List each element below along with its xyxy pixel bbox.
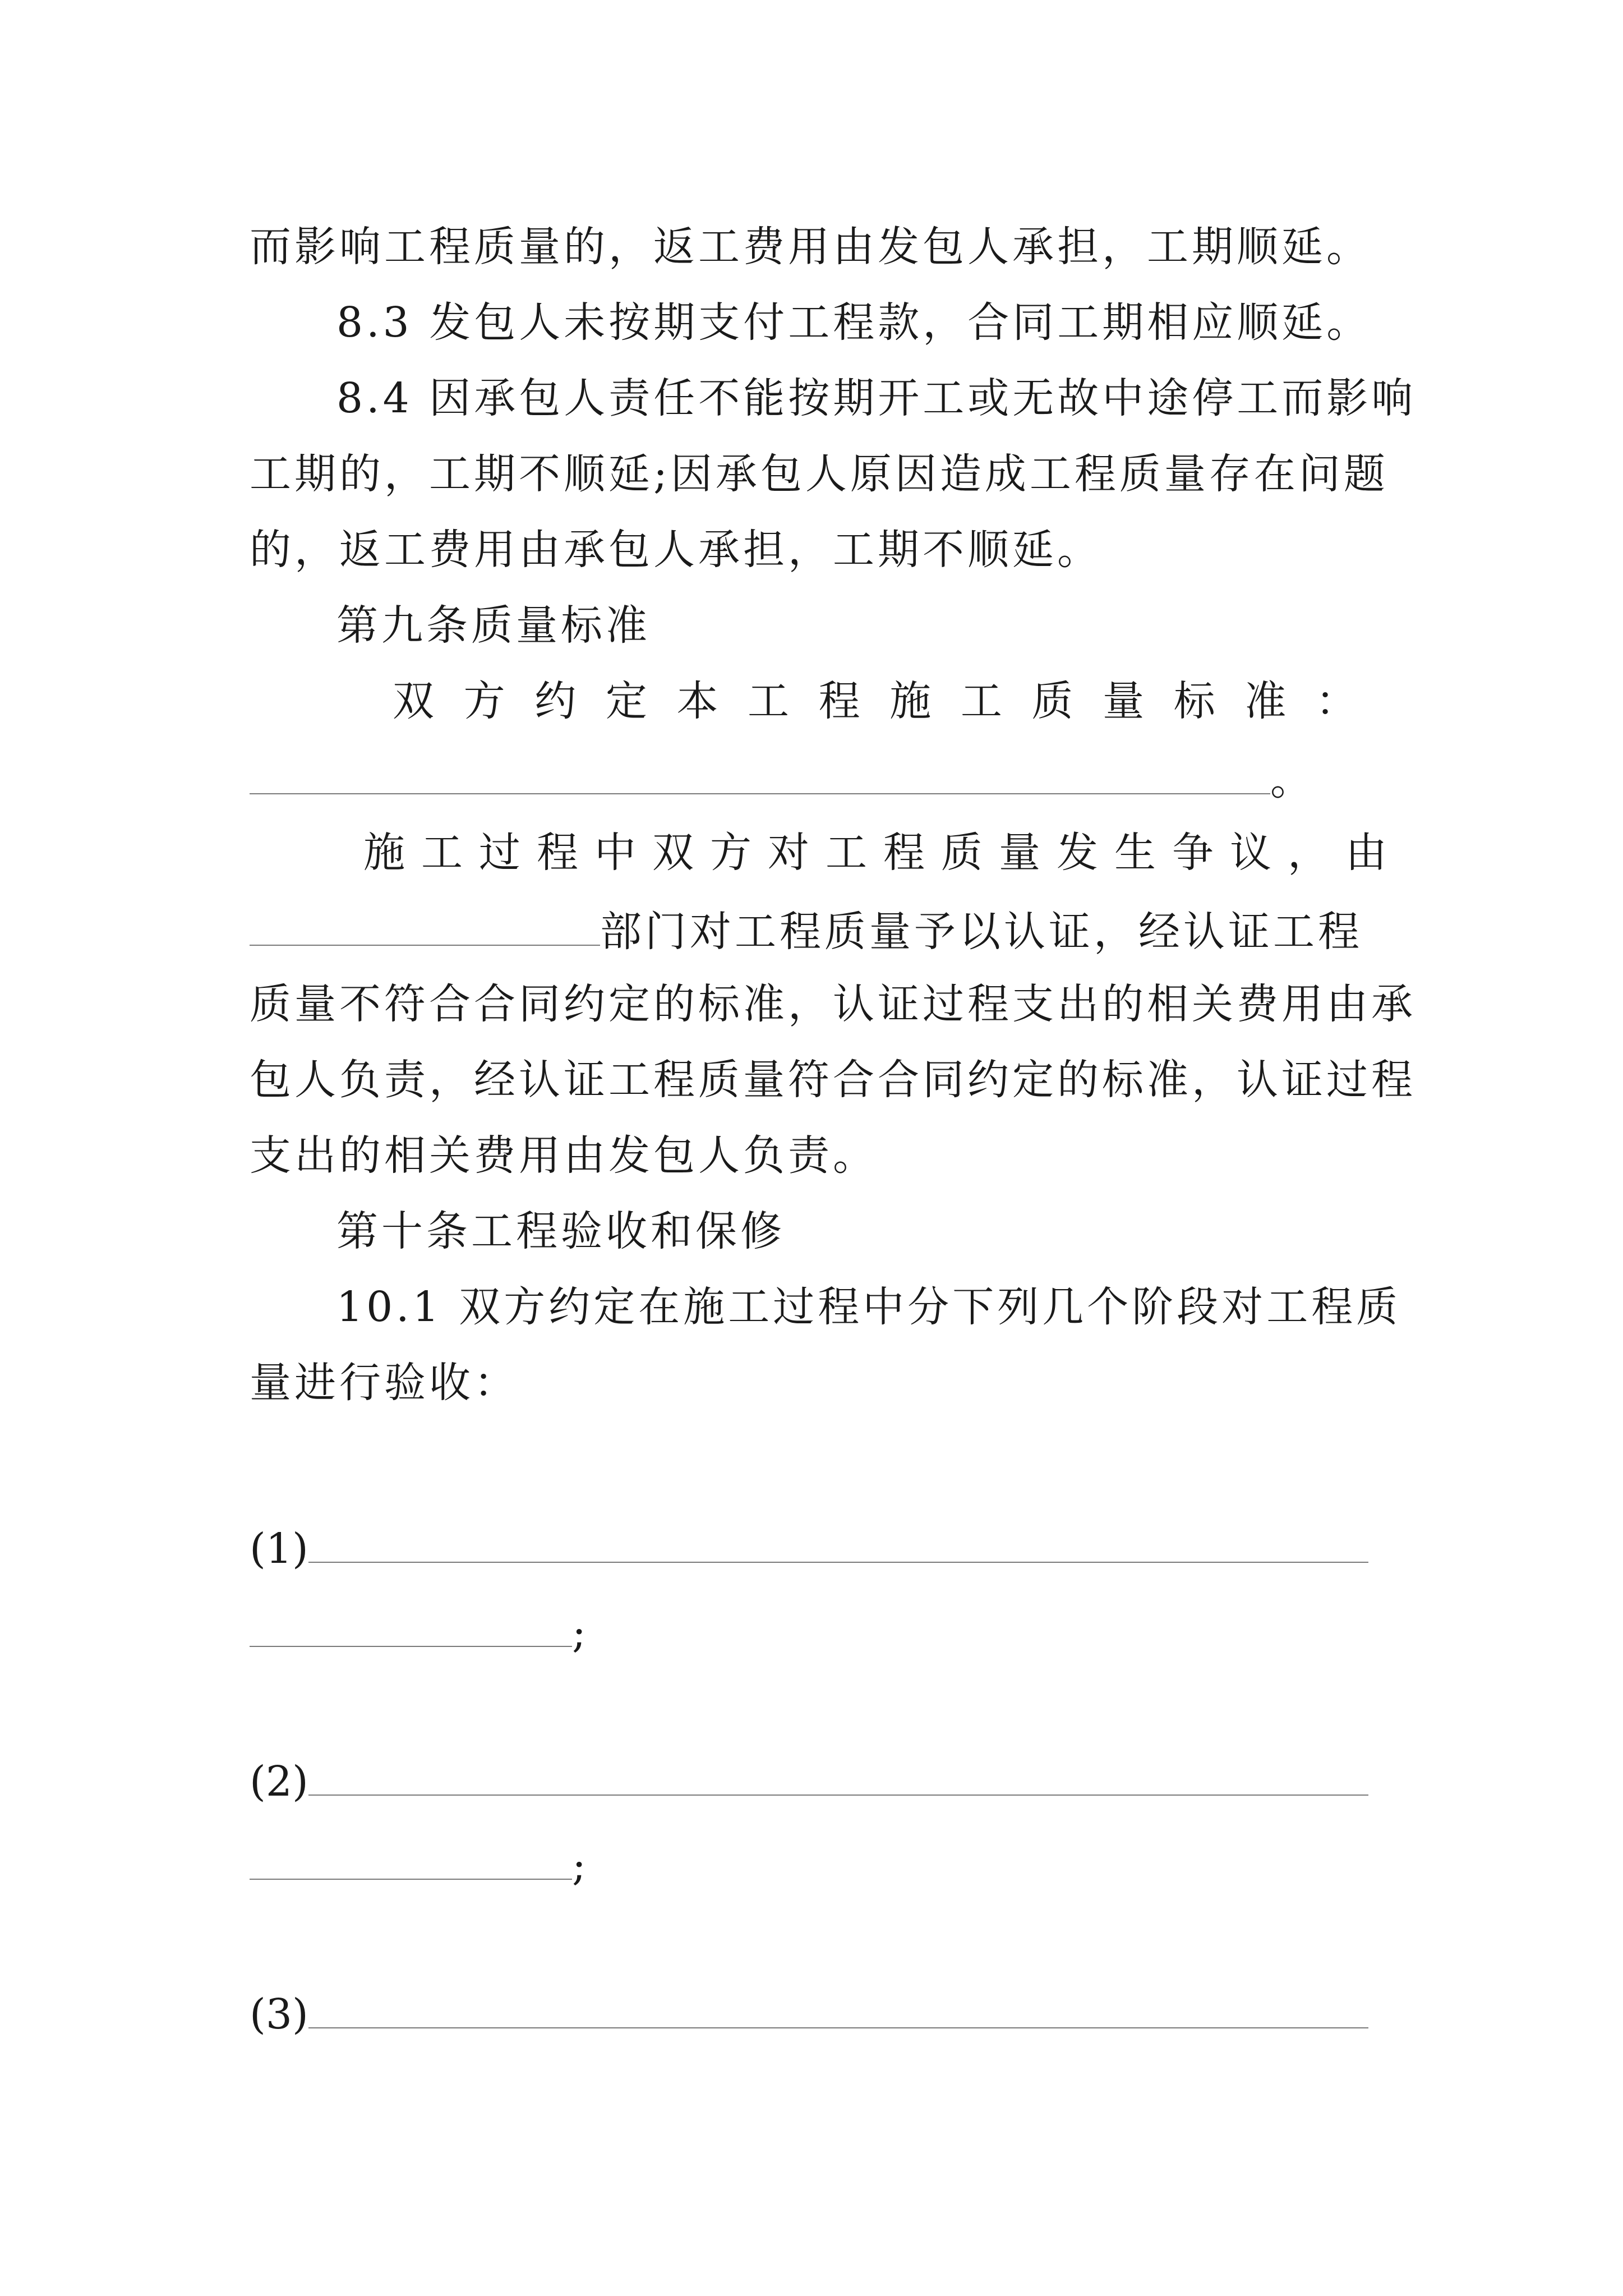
spaced-char: 质 [941,829,983,877]
acceptance-item-1 [250,1520,1388,1571]
spaced-char: 生 [1114,829,1156,877]
clause-8-4: 8.4 因承包人责任不能按期开工或无故中途停工而影响 [336,374,1417,422]
fill-in-blank[interactable] [308,1753,1368,1796]
article-9-heading: 第九条质量标准 [336,601,651,650]
spaced-char: 程 [883,829,925,877]
spaced-char: 争 [1172,829,1214,877]
spaced-char: 工 [748,677,790,725]
item-label: (3) [250,1990,308,2039]
spaced-char: 方 [463,677,505,725]
spaced-char: 定 [605,677,647,725]
paragraph-line: 包人负责，经认证工程质量符合合同约定的标准，认证过程 [250,1056,1416,1104]
spaced-char: 双 [652,829,694,877]
item-label: (1) [250,1525,308,1573]
spaced-char: 量 [1103,677,1145,725]
paragraph-line: 而影响工程质量的，返工费用由发包人承担，工期顺延。 [250,223,1371,271]
paragraph-line: 支出的相关费用由发包人负责。 [250,1131,878,1180]
paragraph-line: 工期的，工期不顺延;因承包人原因造成工程质量存在问题 [250,450,1389,498]
fill-in-blank[interactable] [250,1837,572,1880]
spaced-char: 标 [1173,677,1215,725]
spaced-char: 工 [421,829,463,877]
spaced-char: 过 [479,829,520,877]
spaced-char: ： [1315,677,1357,725]
acceptance-item-3 [250,1986,1388,2039]
period: 。 [1270,756,1315,804]
department-blank[interactable] [250,903,600,946]
fill-in-blank[interactable] [250,1604,572,1647]
spaced-char: 量 [999,829,1040,877]
fill-in-blank[interactable] [308,1986,1368,2028]
certification-line: 部门对工程质量予以认证，经认证工程 [250,903,1388,954]
spaced-char: 本 [676,677,718,725]
spaced-char: 双 [393,677,434,725]
spaced-char: 准 [1244,677,1287,725]
spaced-char: 对 [768,829,809,877]
spaced-char: 质 [1031,677,1073,725]
spaced-char: 程 [537,829,578,877]
spaced-char: 议 [1230,829,1271,877]
spaced-char: 程 [818,677,860,725]
acceptance-item-1-cont: ; [250,1604,1388,1655]
fill-in-blank[interactable] [250,752,1270,794]
item-label: (2) [250,1757,308,1806]
acceptance-item-2-cont: ; [250,1837,1388,1888]
quality-standard-line [393,676,1357,726]
clause-10-1: 10.1 双方约定在施工过程中分下列几个阶段对工程质 [336,1283,1401,1331]
spaced-char: 施 [363,829,405,877]
spaced-char: 工 [960,677,1002,725]
article-10-heading: 第十条工程验收和保修 [336,1207,785,1255]
dispute-line [363,827,1387,878]
clause-8-3: 8.3 发包人未按期支付工程款，合同工期相应顺延。 [336,298,1372,347]
spaced-char: 发 [1057,829,1098,877]
acceptance-item-2 [250,1753,1388,1806]
paragraph-line: 的，返工费用由承包人承担，工期不顺延。 [250,526,1102,574]
quality-standard-blank-line [250,752,1388,802]
spaced-char: 工 [826,829,867,877]
paragraph-line: 质量不符合合同约定的标准，认证过程支出的相关费用由承 [250,980,1416,1028]
spaced-char: 方 [710,829,751,877]
paragraph-line: 量进行验收： [250,1359,519,1407]
spaced-char: ， [1288,829,1329,877]
spaced-char: 中 [594,829,636,877]
fill-in-blank[interactable] [308,1520,1368,1563]
spaced-char: 施 [889,677,932,725]
spaced-char: 约 [534,677,577,725]
spaced-char: 由 [1345,829,1387,877]
